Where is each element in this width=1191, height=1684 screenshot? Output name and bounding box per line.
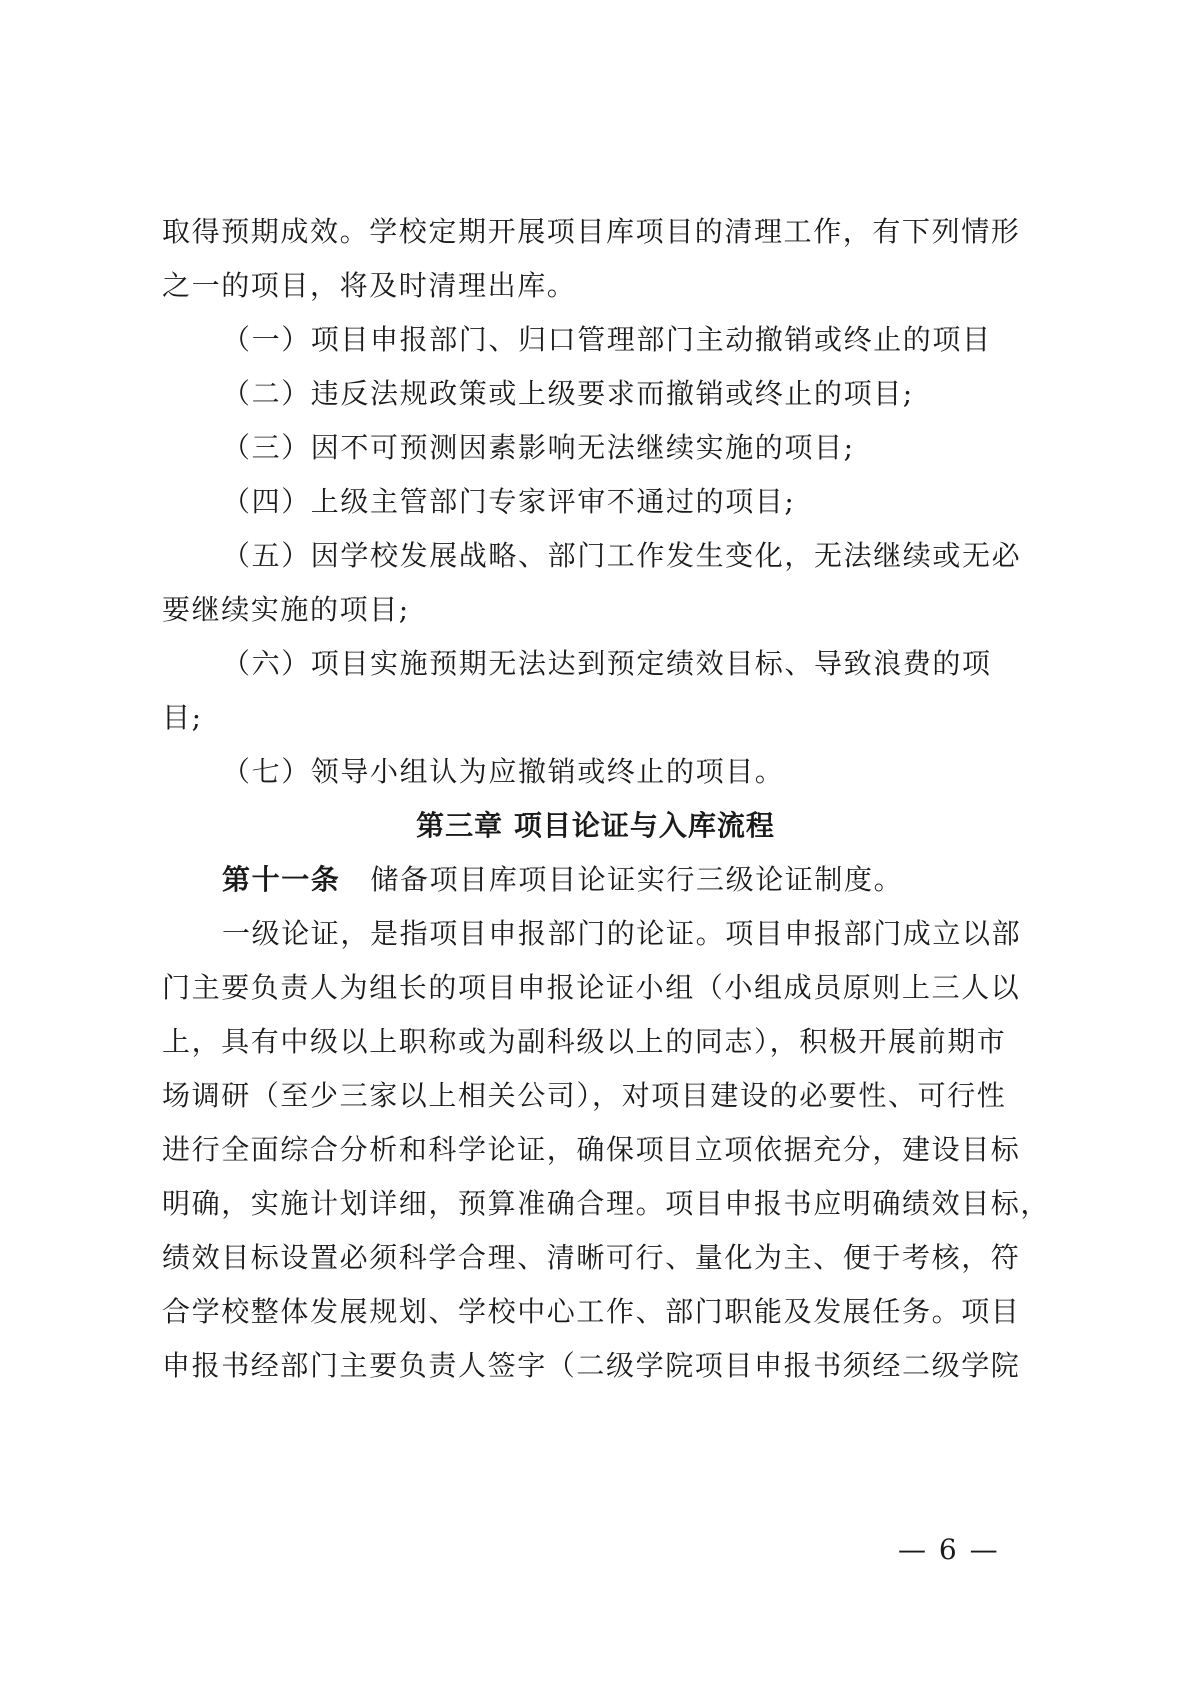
list-item-continuation: 目; [162, 701, 203, 734]
body-line: 合学校整体发展规划、学校中心工作、部门职能及发展任务。项目 [162, 1295, 1021, 1328]
list-item: （二）违反法规政策或上级要求而撤销或终止的项目; [222, 377, 914, 410]
list-item: （六）项目实施预期无法达到预定绩效目标、导致浪费的项 [222, 647, 992, 680]
list-item: （三）因不可预测因素影响无法继续实施的项目; [222, 431, 855, 464]
list-item: （四）上级主管部门专家评审不通过的项目; [222, 485, 796, 518]
body-line: 明确，实施计划详细，预算准确合理。项目申报书应明确绩效目标， [162, 1187, 1051, 1220]
article-number: 第十一条 [222, 863, 341, 896]
list-item: （七）领导小组认为应撤销或终止的项目。 [222, 755, 785, 788]
body-line: 进行全面综合分析和科学论证，确保项目立项依据充分，建设目标 [162, 1133, 1021, 1166]
text-line: 取得预期成效。学校定期开展项目库项目的清理工作，有下列情形 [162, 215, 1021, 248]
list-item: （五）因学校发展战略、部门工作发生变化，无法继续或无必 [222, 539, 1022, 572]
chapter-heading: 第三章 项目论证与入库流程 [416, 809, 775, 842]
list-item: （一）项目申报部门、归口管理部门主动撤销或终止的项目 [222, 323, 992, 356]
body-line: 绩效目标设置必须科学合理、清晰可行、量化为主、便于考核，符 [162, 1241, 1021, 1274]
body-line: 一级论证，是指项目申报部门的论证。项目申报部门成立以部 [222, 917, 1022, 950]
article-line [222, 860, 903, 900]
body-line: 门主要负责人为组长的项目申报论证小组（小组成员原则上三人以 [162, 971, 1021, 1004]
text-line: 之一的项目，将及时清理出库。 [162, 269, 577, 302]
body-line: 上，具有中级以上职称或为副科级以上的同志），积极开展前期市 [162, 1025, 1007, 1058]
article-text: 储备项目库项目论证实行三级论证制度。 [370, 863, 904, 896]
list-item-continuation: 要继续实施的项目; [162, 593, 410, 626]
body-line: 申报书经部门主要负责人签字（二级学院项目申报书须经二级学院 [162, 1349, 1021, 1382]
body-line: 场调研（至少三家以上相关公司），对项目建设的必要性、可行性 [162, 1079, 1007, 1112]
page-number: — 6 — [898, 1533, 1000, 1566]
